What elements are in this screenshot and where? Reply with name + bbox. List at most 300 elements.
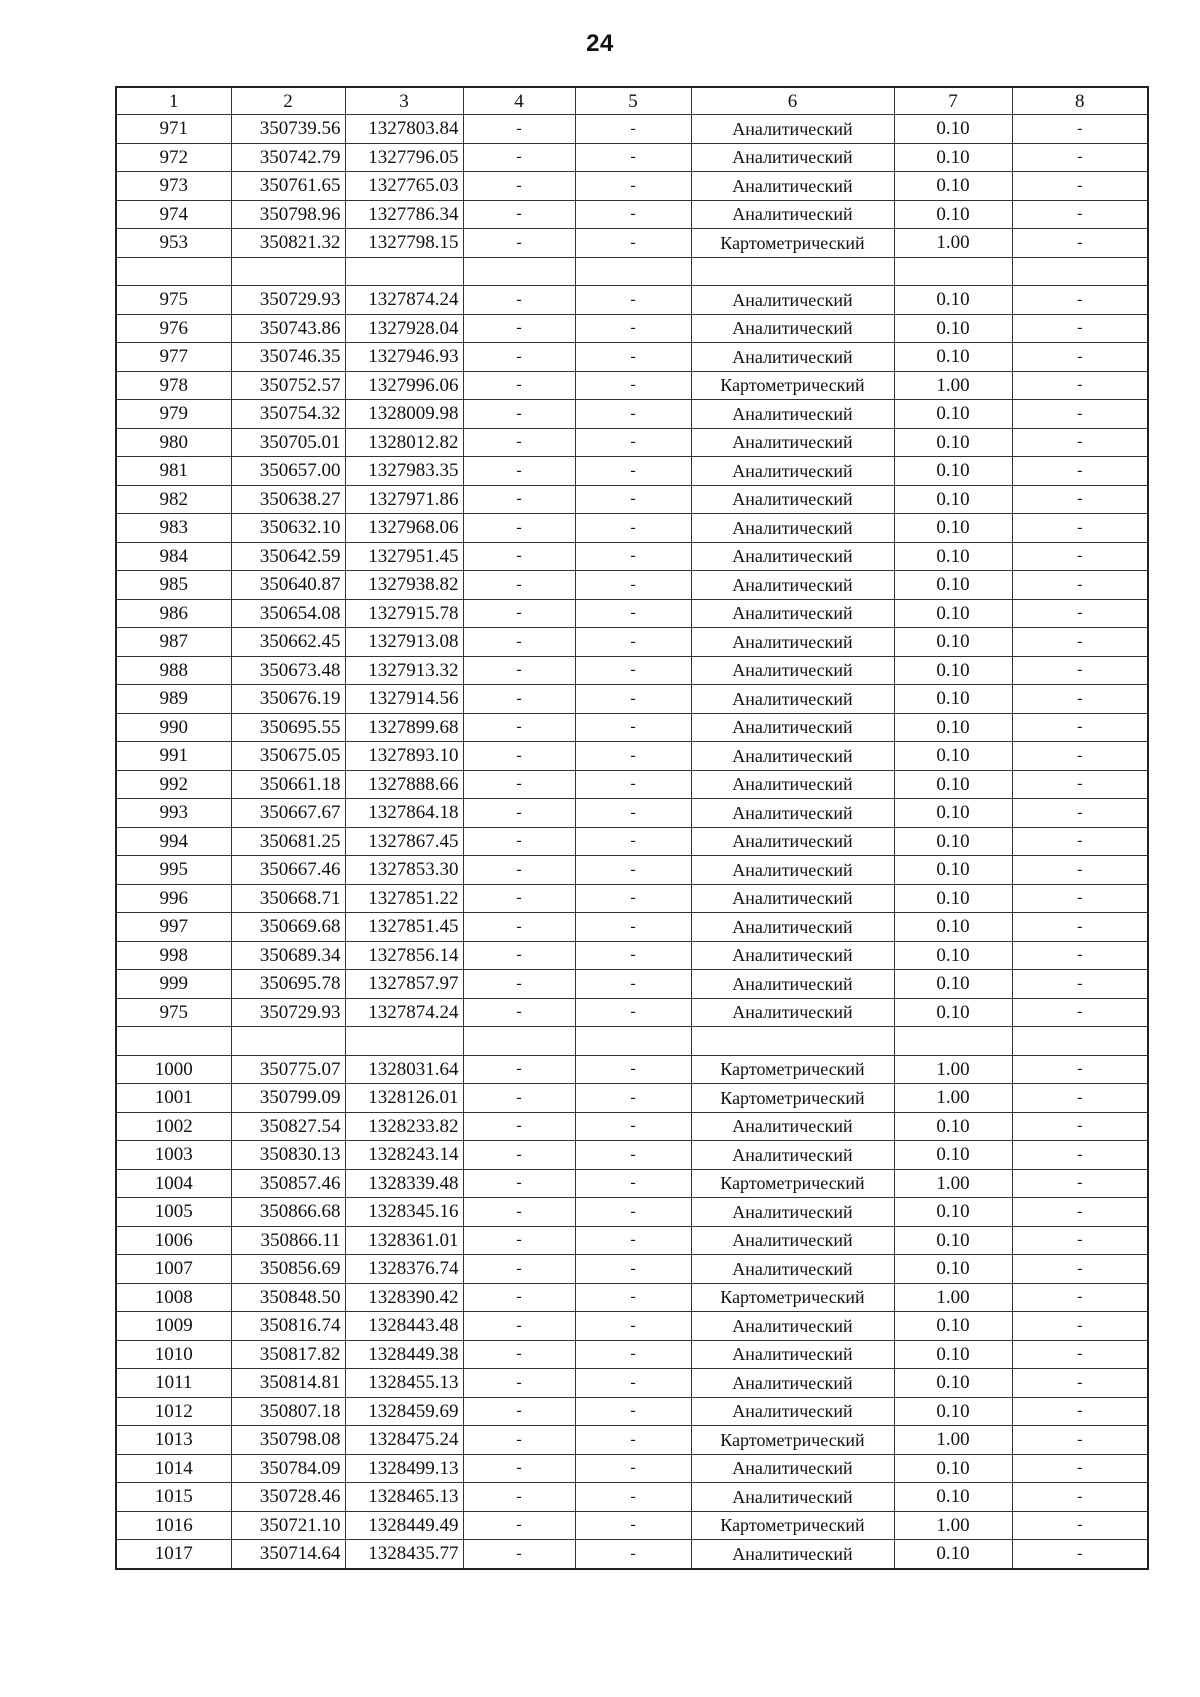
x-coordinate-cell: 350654.08 bbox=[231, 599, 345, 628]
y-coordinate-cell: 1327914.56 bbox=[345, 685, 463, 714]
y-coordinate-cell: 1328390.42 bbox=[345, 1283, 463, 1312]
table-row bbox=[116, 799, 1148, 828]
point-number-cell: 984 bbox=[116, 542, 231, 571]
method-cell: Картометрический bbox=[691, 1169, 894, 1198]
column-4-cell: - bbox=[463, 115, 575, 144]
x-coordinate-cell: 350814.81 bbox=[231, 1369, 345, 1398]
accuracy-cell: 0.10 bbox=[894, 1540, 1012, 1569]
method-cell: Аналитический bbox=[691, 1198, 894, 1227]
method-cell: Картометрический bbox=[691, 229, 894, 258]
point-number-cell: 1007 bbox=[116, 1255, 231, 1284]
column-5-cell: - bbox=[575, 599, 691, 628]
column-4-cell bbox=[463, 257, 575, 286]
method-cell: Аналитический bbox=[691, 998, 894, 1027]
point-number-cell: 991 bbox=[116, 742, 231, 771]
table-row bbox=[116, 1226, 1148, 1255]
column-4-cell: - bbox=[463, 1483, 575, 1512]
column-8-cell bbox=[1012, 1027, 1148, 1056]
column-4-cell: - bbox=[463, 428, 575, 457]
x-coordinate-cell: 350675.05 bbox=[231, 742, 345, 771]
accuracy-cell: 0.10 bbox=[894, 457, 1012, 486]
x-coordinate-cell: 350761.65 bbox=[231, 172, 345, 201]
method-cell: Аналитический bbox=[691, 913, 894, 942]
column-5-cell: - bbox=[575, 799, 691, 828]
point-number-cell: 1004 bbox=[116, 1169, 231, 1198]
y-coordinate-cell: 1327893.10 bbox=[345, 742, 463, 771]
column-8-cell: - bbox=[1012, 457, 1148, 486]
column-4-cell: - bbox=[463, 200, 575, 229]
table-separator-row bbox=[116, 257, 1148, 286]
column-8-cell: - bbox=[1012, 1055, 1148, 1084]
y-coordinate-cell: 1327765.03 bbox=[345, 172, 463, 201]
column-4-cell: - bbox=[463, 998, 575, 1027]
x-coordinate-cell: 350830.13 bbox=[231, 1141, 345, 1170]
column-8-cell: - bbox=[1012, 827, 1148, 856]
column-8-cell: - bbox=[1012, 542, 1148, 571]
point-number-cell: 1013 bbox=[116, 1426, 231, 1455]
accuracy-cell: 1.00 bbox=[894, 1283, 1012, 1312]
column-5-cell: - bbox=[575, 200, 691, 229]
x-coordinate-cell: 350729.93 bbox=[231, 998, 345, 1027]
column-5-cell: - bbox=[575, 1369, 691, 1398]
accuracy-cell: 0.10 bbox=[894, 685, 1012, 714]
point-number-cell: 998 bbox=[116, 941, 231, 970]
column-5-cell: - bbox=[575, 314, 691, 343]
method-cell: Картометрический bbox=[691, 1511, 894, 1540]
table-row bbox=[116, 1369, 1148, 1398]
column-4-cell: - bbox=[463, 371, 575, 400]
table-row bbox=[116, 343, 1148, 372]
x-coordinate-cell: 350669.68 bbox=[231, 913, 345, 942]
y-coordinate-cell: 1327951.45 bbox=[345, 542, 463, 571]
column-5-cell: - bbox=[575, 1169, 691, 1198]
column-4-cell: - bbox=[463, 1283, 575, 1312]
y-coordinate-cell: 1327938.82 bbox=[345, 571, 463, 600]
accuracy-cell: 0.10 bbox=[894, 571, 1012, 600]
y-coordinate-cell: 1327968.06 bbox=[345, 514, 463, 543]
column-8-cell: - bbox=[1012, 1283, 1148, 1312]
column-4-cell: - bbox=[463, 514, 575, 543]
table-row bbox=[116, 115, 1148, 144]
method-cell bbox=[691, 257, 894, 286]
y-coordinate-cell: 1328233.82 bbox=[345, 1112, 463, 1141]
method-cell: Картометрический bbox=[691, 1426, 894, 1455]
x-coordinate-cell: 350754.32 bbox=[231, 400, 345, 429]
accuracy-cell: 0.10 bbox=[894, 1255, 1012, 1284]
x-coordinate-cell: 350673.48 bbox=[231, 656, 345, 685]
y-coordinate-cell: 1327803.84 bbox=[345, 115, 463, 144]
column-8-cell: - bbox=[1012, 143, 1148, 172]
column-5-cell: - bbox=[575, 1511, 691, 1540]
method-cell: Аналитический bbox=[691, 770, 894, 799]
x-coordinate-cell: 350661.18 bbox=[231, 770, 345, 799]
x-coordinate-cell: 350721.10 bbox=[231, 1511, 345, 1540]
column-5-cell: - bbox=[575, 884, 691, 913]
column-8-cell: - bbox=[1012, 685, 1148, 714]
point-number-cell: 990 bbox=[116, 713, 231, 742]
column-5-cell: - bbox=[575, 1084, 691, 1113]
table-body bbox=[116, 115, 1148, 1569]
table-row bbox=[116, 1198, 1148, 1227]
column-4-cell: - bbox=[463, 1055, 575, 1084]
method-cell: Картометрический bbox=[691, 1084, 894, 1113]
column-4-cell: - bbox=[463, 314, 575, 343]
point-number-cell: 1017 bbox=[116, 1540, 231, 1569]
column-8-cell: - bbox=[1012, 1255, 1148, 1284]
column-5-cell: - bbox=[575, 1112, 691, 1141]
accuracy-cell: 0.10 bbox=[894, 941, 1012, 970]
point-number-cell: 988 bbox=[116, 656, 231, 685]
accuracy-cell: 1.00 bbox=[894, 1426, 1012, 1455]
column-5-cell: - bbox=[575, 685, 691, 714]
point-number-cell: 1010 bbox=[116, 1340, 231, 1369]
column-8-cell: - bbox=[1012, 1312, 1148, 1341]
accuracy-cell: 0.10 bbox=[894, 143, 1012, 172]
table-row bbox=[116, 770, 1148, 799]
column-8-cell: - bbox=[1012, 1426, 1148, 1455]
method-cell: Картометрический bbox=[691, 1055, 894, 1084]
x-coordinate-cell: 350695.55 bbox=[231, 713, 345, 742]
table-row bbox=[116, 286, 1148, 315]
accuracy-cell: 0.10 bbox=[894, 913, 1012, 942]
column-4-cell: - bbox=[463, 656, 575, 685]
x-coordinate-cell: 350667.67 bbox=[231, 799, 345, 828]
y-coordinate-cell: 1327913.08 bbox=[345, 628, 463, 657]
y-coordinate-cell: 1327928.04 bbox=[345, 314, 463, 343]
column-4-cell: - bbox=[463, 1169, 575, 1198]
table-row bbox=[116, 571, 1148, 600]
column-4-cell: - bbox=[463, 400, 575, 429]
x-coordinate-cell: 350742.79 bbox=[231, 143, 345, 172]
y-coordinate-cell: 1327983.35 bbox=[345, 457, 463, 486]
column-header-6: 6 bbox=[691, 87, 894, 115]
point-number-cell: 979 bbox=[116, 400, 231, 429]
column-4-cell: - bbox=[463, 1255, 575, 1284]
column-5-cell: - bbox=[575, 143, 691, 172]
accuracy-cell bbox=[894, 1027, 1012, 1056]
accuracy-cell: 0.10 bbox=[894, 1369, 1012, 1398]
point-number-cell: 1003 bbox=[116, 1141, 231, 1170]
point-number-cell: 981 bbox=[116, 457, 231, 486]
point-number-cell: 995 bbox=[116, 856, 231, 885]
method-cell: Аналитический bbox=[691, 599, 894, 628]
table-row bbox=[116, 542, 1148, 571]
column-4-cell: - bbox=[463, 1369, 575, 1398]
method-cell: Аналитический bbox=[691, 1540, 894, 1569]
x-coordinate-cell bbox=[231, 257, 345, 286]
column-5-cell: - bbox=[575, 371, 691, 400]
column-4-cell: - bbox=[463, 1511, 575, 1540]
accuracy-cell: 1.00 bbox=[894, 1084, 1012, 1113]
method-cell: Аналитический bbox=[691, 1112, 894, 1141]
column-8-cell: - bbox=[1012, 571, 1148, 600]
x-coordinate-cell: 350799.09 bbox=[231, 1084, 345, 1113]
column-4-cell: - bbox=[463, 827, 575, 856]
accuracy-cell: 0.10 bbox=[894, 286, 1012, 315]
point-number-cell: 999 bbox=[116, 970, 231, 999]
y-coordinate-cell: 1327798.15 bbox=[345, 229, 463, 258]
table-header-row bbox=[116, 87, 1148, 115]
table-row bbox=[116, 1483, 1148, 1512]
column-4-cell: - bbox=[463, 1540, 575, 1569]
x-coordinate-cell: 350689.34 bbox=[231, 941, 345, 970]
column-4-cell: - bbox=[463, 856, 575, 885]
y-coordinate-cell: 1328435.77 bbox=[345, 1540, 463, 1569]
column-4-cell: - bbox=[463, 542, 575, 571]
accuracy-cell: 0.10 bbox=[894, 343, 1012, 372]
column-8-cell: - bbox=[1012, 229, 1148, 258]
column-header-2: 2 bbox=[231, 87, 345, 115]
method-cell: Аналитический bbox=[691, 200, 894, 229]
method-cell: Аналитический bbox=[691, 1397, 894, 1426]
accuracy-cell: 1.00 bbox=[894, 371, 1012, 400]
accuracy-cell: 0.10 bbox=[894, 856, 1012, 885]
column-4-cell: - bbox=[463, 457, 575, 486]
accuracy-cell: 0.10 bbox=[894, 314, 1012, 343]
method-cell: Картометрический bbox=[691, 1283, 894, 1312]
point-number-cell: 994 bbox=[116, 827, 231, 856]
accuracy-cell: 1.00 bbox=[894, 1055, 1012, 1084]
column-8-cell: - bbox=[1012, 599, 1148, 628]
column-8-cell: - bbox=[1012, 1141, 1148, 1170]
column-5-cell: - bbox=[575, 400, 691, 429]
y-coordinate-cell bbox=[345, 1027, 463, 1056]
column-4-cell: - bbox=[463, 628, 575, 657]
table-row bbox=[116, 514, 1148, 543]
column-8-cell: - bbox=[1012, 770, 1148, 799]
y-coordinate-cell: 1328443.48 bbox=[345, 1312, 463, 1341]
column-4-cell: - bbox=[463, 1312, 575, 1341]
column-8-cell: - bbox=[1012, 1226, 1148, 1255]
accuracy-cell: 1.00 bbox=[894, 229, 1012, 258]
x-coordinate-cell: 350816.74 bbox=[231, 1312, 345, 1341]
x-coordinate-cell: 350752.57 bbox=[231, 371, 345, 400]
column-5-cell: - bbox=[575, 1340, 691, 1369]
method-cell: Аналитический bbox=[691, 1454, 894, 1483]
table-row bbox=[116, 913, 1148, 942]
table-row bbox=[116, 1397, 1148, 1426]
accuracy-cell: 0.10 bbox=[894, 400, 1012, 429]
column-5-cell: - bbox=[575, 1397, 691, 1426]
column-5-cell: - bbox=[575, 1141, 691, 1170]
column-8-cell: - bbox=[1012, 1112, 1148, 1141]
column-5-cell: - bbox=[575, 115, 691, 144]
column-header-5: 5 bbox=[575, 87, 691, 115]
point-number-cell bbox=[116, 1027, 231, 1056]
column-8-cell: - bbox=[1012, 1198, 1148, 1227]
x-coordinate-cell: 350857.46 bbox=[231, 1169, 345, 1198]
column-4-cell: - bbox=[463, 770, 575, 799]
column-8-cell: - bbox=[1012, 286, 1148, 315]
point-number-cell: 1006 bbox=[116, 1226, 231, 1255]
accuracy-cell: 0.10 bbox=[894, 200, 1012, 229]
x-coordinate-cell: 350798.08 bbox=[231, 1426, 345, 1455]
accuracy-cell: 0.10 bbox=[894, 1340, 1012, 1369]
column-8-cell: - bbox=[1012, 884, 1148, 913]
column-4-cell: - bbox=[463, 1198, 575, 1227]
column-4-cell: - bbox=[463, 599, 575, 628]
method-cell: Аналитический bbox=[691, 286, 894, 315]
column-8-cell: - bbox=[1012, 343, 1148, 372]
column-4-cell: - bbox=[463, 742, 575, 771]
table-row bbox=[116, 1511, 1148, 1540]
column-8-cell: - bbox=[1012, 514, 1148, 543]
accuracy-cell: 0.10 bbox=[894, 172, 1012, 201]
table-row bbox=[116, 1312, 1148, 1341]
point-number-cell: 980 bbox=[116, 428, 231, 457]
table-separator-row bbox=[116, 1027, 1148, 1056]
accuracy-cell: 0.10 bbox=[894, 542, 1012, 571]
method-cell: Аналитический bbox=[691, 514, 894, 543]
point-number-cell: 978 bbox=[116, 371, 231, 400]
column-5-cell: - bbox=[575, 628, 691, 657]
column-8-cell: - bbox=[1012, 1340, 1148, 1369]
table-row bbox=[116, 1540, 1148, 1569]
y-coordinate-cell: 1328499.13 bbox=[345, 1454, 463, 1483]
accuracy-cell: 0.10 bbox=[894, 799, 1012, 828]
table-row bbox=[116, 656, 1148, 685]
column-8-cell: - bbox=[1012, 941, 1148, 970]
column-5-cell: - bbox=[575, 827, 691, 856]
column-8-cell: - bbox=[1012, 1540, 1148, 1569]
method-cell: Аналитический bbox=[691, 827, 894, 856]
point-number-cell: 1016 bbox=[116, 1511, 231, 1540]
column-8-cell: - bbox=[1012, 656, 1148, 685]
x-coordinate-cell: 350866.68 bbox=[231, 1198, 345, 1227]
method-cell: Аналитический bbox=[691, 172, 894, 201]
table-row bbox=[116, 200, 1148, 229]
method-cell: Аналитический bbox=[691, 485, 894, 514]
x-coordinate-cell: 350695.78 bbox=[231, 970, 345, 999]
column-5-cell: - bbox=[575, 428, 691, 457]
y-coordinate-cell: 1328345.16 bbox=[345, 1198, 463, 1227]
y-coordinate-cell: 1328243.14 bbox=[345, 1141, 463, 1170]
method-cell: Аналитический bbox=[691, 856, 894, 885]
y-coordinate-cell: 1327915.78 bbox=[345, 599, 463, 628]
column-8-cell: - bbox=[1012, 115, 1148, 144]
column-5-cell: - bbox=[575, 1454, 691, 1483]
column-8-cell: - bbox=[1012, 1397, 1148, 1426]
accuracy-cell: 0.10 bbox=[894, 827, 1012, 856]
x-coordinate-cell: 350856.69 bbox=[231, 1255, 345, 1284]
point-number-cell: 989 bbox=[116, 685, 231, 714]
column-5-cell: - bbox=[575, 485, 691, 514]
column-8-cell: - bbox=[1012, 970, 1148, 999]
y-coordinate-cell: 1327853.30 bbox=[345, 856, 463, 885]
column-8-cell: - bbox=[1012, 314, 1148, 343]
accuracy-cell: 0.10 bbox=[894, 770, 1012, 799]
table-row bbox=[116, 713, 1148, 742]
accuracy-cell: 1.00 bbox=[894, 1169, 1012, 1198]
x-coordinate-cell bbox=[231, 1027, 345, 1056]
column-8-cell: - bbox=[1012, 1511, 1148, 1540]
y-coordinate-cell: 1328126.01 bbox=[345, 1084, 463, 1113]
accuracy-cell: 0.10 bbox=[894, 1112, 1012, 1141]
point-number-cell: 986 bbox=[116, 599, 231, 628]
x-coordinate-cell: 350638.27 bbox=[231, 485, 345, 514]
method-cell: Аналитический bbox=[691, 1483, 894, 1512]
table-row bbox=[116, 428, 1148, 457]
y-coordinate-cell: 1327857.97 bbox=[345, 970, 463, 999]
table-row bbox=[116, 1112, 1148, 1141]
x-coordinate-cell: 350676.19 bbox=[231, 685, 345, 714]
y-coordinate-cell: 1327874.24 bbox=[345, 286, 463, 315]
y-coordinate-cell: 1328009.98 bbox=[345, 400, 463, 429]
accuracy-cell: 0.10 bbox=[894, 884, 1012, 913]
column-5-cell: - bbox=[575, 1198, 691, 1227]
y-coordinate-cell: 1327786.34 bbox=[345, 200, 463, 229]
column-8-cell: - bbox=[1012, 400, 1148, 429]
x-coordinate-cell: 350714.64 bbox=[231, 1540, 345, 1569]
page-number: 24 bbox=[586, 30, 614, 57]
point-number-cell: 975 bbox=[116, 286, 231, 315]
column-4-cell: - bbox=[463, 685, 575, 714]
method-cell: Аналитический bbox=[691, 457, 894, 486]
column-8-cell: - bbox=[1012, 200, 1148, 229]
point-number-cell: 1015 bbox=[116, 1483, 231, 1512]
column-4-cell: - bbox=[463, 343, 575, 372]
table-row bbox=[116, 856, 1148, 885]
column-5-cell: - bbox=[575, 229, 691, 258]
column-4-cell: - bbox=[463, 172, 575, 201]
y-coordinate-cell: 1327851.22 bbox=[345, 884, 463, 913]
method-cell: Аналитический bbox=[691, 1312, 894, 1341]
method-cell: Аналитический bbox=[691, 1141, 894, 1170]
column-8-cell: - bbox=[1012, 371, 1148, 400]
column-5-cell: - bbox=[575, 742, 691, 771]
accuracy-cell: 1.00 bbox=[894, 1511, 1012, 1540]
point-number-cell: 976 bbox=[116, 314, 231, 343]
y-coordinate-cell: 1328475.24 bbox=[345, 1426, 463, 1455]
column-5-cell: - bbox=[575, 514, 691, 543]
x-coordinate-cell: 350739.56 bbox=[231, 115, 345, 144]
column-8-cell: - bbox=[1012, 428, 1148, 457]
y-coordinate-cell: 1328449.49 bbox=[345, 1511, 463, 1540]
y-coordinate-cell: 1327899.68 bbox=[345, 713, 463, 742]
method-cell: Аналитический bbox=[691, 941, 894, 970]
y-coordinate-cell: 1327856.14 bbox=[345, 941, 463, 970]
x-coordinate-cell: 350632.10 bbox=[231, 514, 345, 543]
column-5-cell: - bbox=[575, 1055, 691, 1084]
table-row bbox=[116, 884, 1148, 913]
method-cell: Аналитический bbox=[691, 713, 894, 742]
column-5-cell: - bbox=[575, 770, 691, 799]
x-coordinate-cell: 350817.82 bbox=[231, 1340, 345, 1369]
y-coordinate-cell: 1327851.45 bbox=[345, 913, 463, 942]
column-4-cell: - bbox=[463, 799, 575, 828]
column-8-cell: - bbox=[1012, 1169, 1148, 1198]
point-number-cell: 953 bbox=[116, 229, 231, 258]
x-coordinate-cell: 350827.54 bbox=[231, 1112, 345, 1141]
column-4-cell: - bbox=[463, 143, 575, 172]
column-4-cell: - bbox=[463, 286, 575, 315]
column-4-cell: - bbox=[463, 1112, 575, 1141]
accuracy-cell: 0.10 bbox=[894, 115, 1012, 144]
column-4-cell: - bbox=[463, 485, 575, 514]
column-5-cell: - bbox=[575, 1426, 691, 1455]
y-coordinate-cell: 1327888.66 bbox=[345, 770, 463, 799]
point-number-cell: 972 bbox=[116, 143, 231, 172]
method-cell: Аналитический bbox=[691, 143, 894, 172]
column-4-cell: - bbox=[463, 1454, 575, 1483]
point-number-cell: 996 bbox=[116, 884, 231, 913]
column-5-cell: - bbox=[575, 457, 691, 486]
point-number-cell: 983 bbox=[116, 514, 231, 543]
accuracy-cell: 0.10 bbox=[894, 1141, 1012, 1170]
table-row bbox=[116, 1283, 1148, 1312]
column-8-cell: - bbox=[1012, 913, 1148, 942]
x-coordinate-cell: 350866.11 bbox=[231, 1226, 345, 1255]
